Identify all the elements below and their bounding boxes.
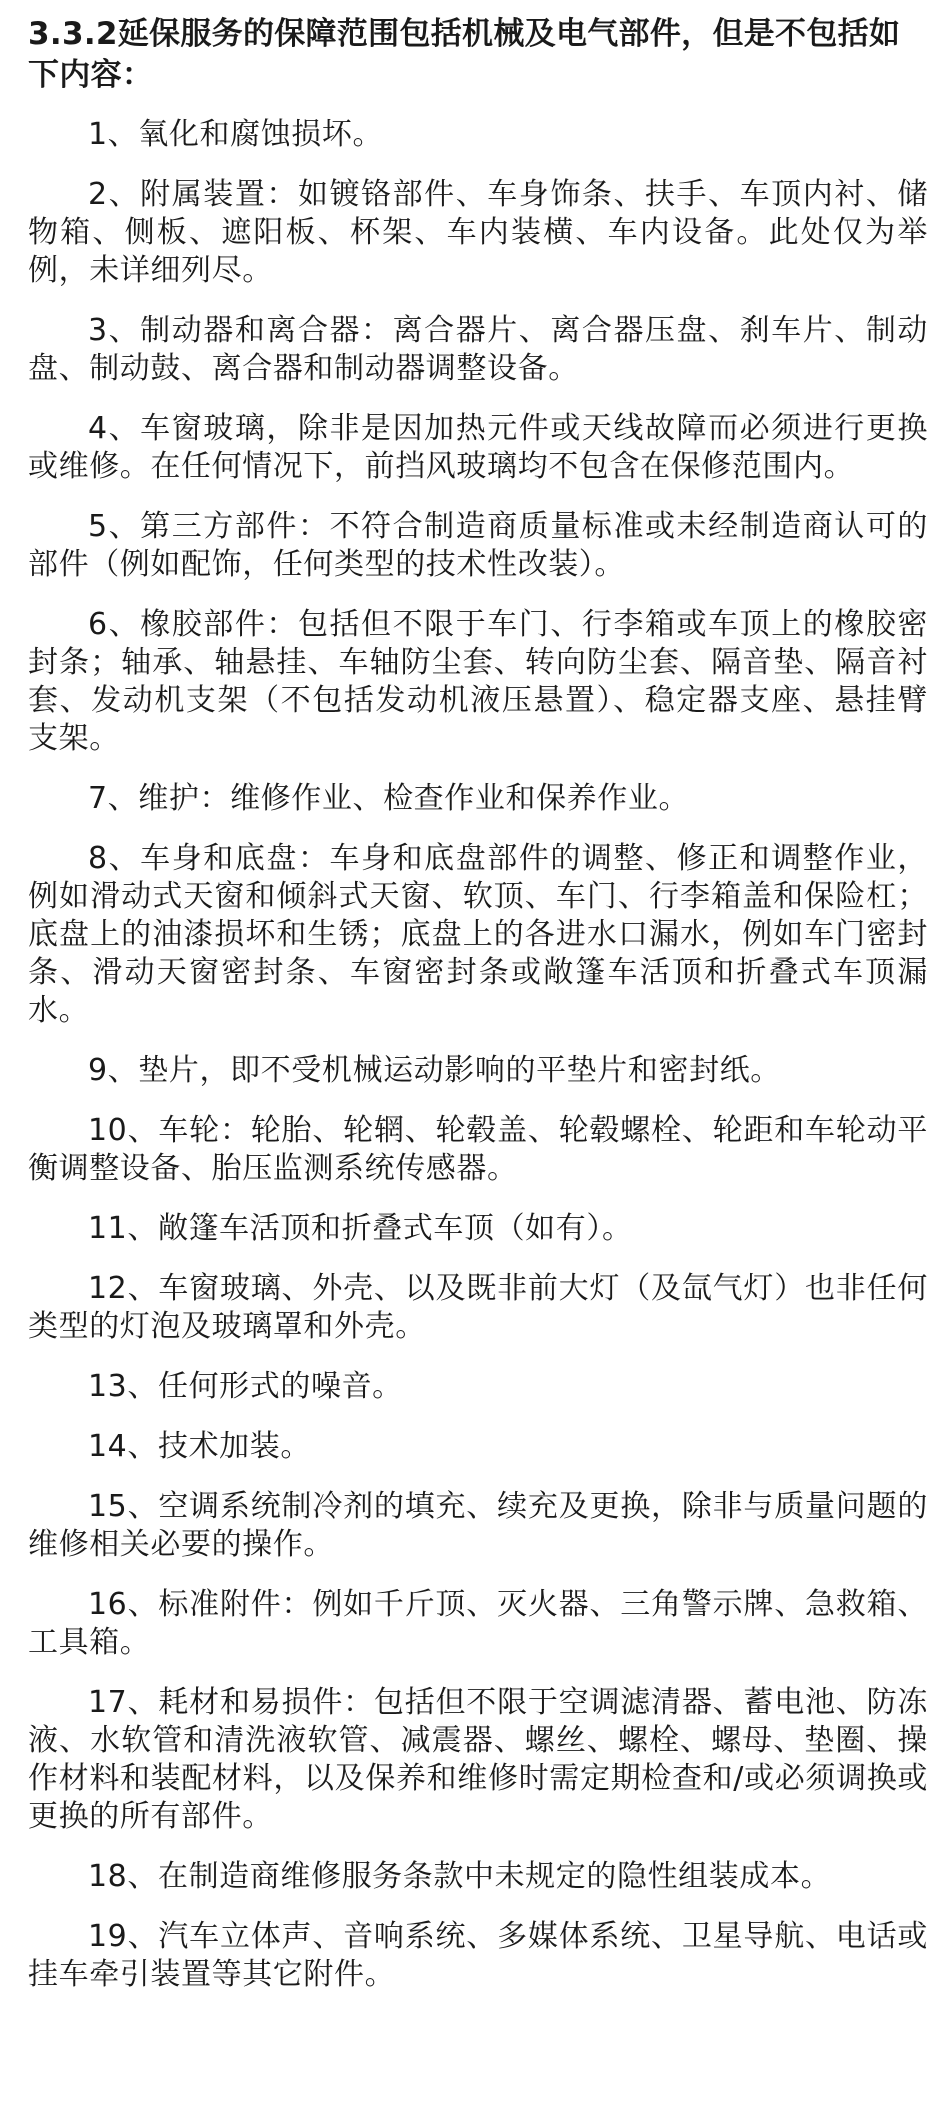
exclusion-item-17: 17、耗材和易损件：包括但不限于空调滤清器、蓄电池、防冻液、水软管和清洗液软管、减震器、螺丝、螺栓、螺母、垫圈、操作材料和装配材料，以及保养和维修时需定期检查和/或必须调换或更换的所有部件。: [28, 1685, 928, 1834]
exclusion-item-8: 8、车身和底盘：车身和底盘部件的调整、修正和调整作业，例如滑动式天窗和倾斜式天窗、软顶、车门、行李箱盖和保险杠；底盘上的油漆损坏和生锈；底盘上的各进水口漏水，例如车门密封条、滑动天窗密封条、车窗密封条或敞篷车活顶和折叠式车顶漏水。: [28, 841, 928, 1028]
exclusion-item-11: 11、敞篷车活顶和折叠式车顶（如有）。: [88, 1211, 633, 1246]
exclusion-item-18: 18、在制造商维修服务条款中未规定的隐性组装成本。: [88, 1859, 832, 1894]
exclusion-item-19: 19、汽车立体声、音响系统、多媒体系统、卫星导航、电话或挂车牵引装置等其它附件。: [28, 1919, 928, 1992]
exclusion-item-15: 15、空调系统制冷剂的填充、续充及更换，除非与质量问题的维修相关必要的操作。: [28, 1489, 928, 1562]
exclusion-item-16: 16、标准附件：例如千斤顶、灭火器、三角警示牌、急救箱、工具箱。: [28, 1587, 928, 1660]
section-heading: 3.3.2延保服务的保障范围包括机械及电气部件，但是不包括如下内容：: [28, 16, 901, 93]
exclusion-item-7: 7、维护：维修作业、检查作业和保养作业。: [88, 781, 690, 816]
exclusion-item-1: 1、氧化和腐蚀损坏。: [88, 117, 384, 152]
exclusion-item-9: 9、垫片，即不受机械运动影响的平垫片和密封纸。: [88, 1053, 781, 1088]
exclusion-item-2: 2、附属装置：如镀铬部件、车身饰条、扶手、车顶内衬、储物箱、侧板、遮阳板、杯架、车内装横、车内设备。此处仅为举例，未详细列尽。: [28, 177, 928, 288]
exclusion-item-3: 3、制动器和离合器：离合器片、离合器压盘、刹车片、制动盘、制动鼓、离合器和制动器调整设备。: [28, 313, 928, 386]
exclusion-item-4: 4、车窗玻璃，除非是因加热元件或天线故障而必须进行更换或维修。在任何情况下，前挡风玻璃均不包含在保修范围内。: [28, 411, 928, 484]
exclusion-item-6: 6、橡胶部件：包括但不限于车门、行李箱或车顶上的橡胶密封条；轴承、轴悬挂、车轴防尘套、转向防尘套、隔音垫、隔音衬套、发动机支架（不包括发动机液压悬置）、稳定器支座、悬挂臂支架。: [28, 607, 928, 756]
exclusion-item-5: 5、第三方部件：不符合制造商质量标准或未经制造商认可的部件（例如配饰，任何类型的技术性改装）。: [28, 509, 928, 582]
exclusion-item-13: 13、任何形式的噪音。: [88, 1369, 403, 1404]
exclusion-item-14: 14、技术加装。: [88, 1429, 311, 1464]
exclusion-item-12: 12、车窗玻璃、外壳、以及既非前大灯（及氙气灯）也非任何类型的灯泡及玻璃罩和外壳。: [28, 1271, 928, 1344]
exclusion-item-10: 10、车轮：轮胎、轮辋、轮毂盖、轮毂螺栓、轮距和车轮动平衡调整设备、胎压监测系统传感器。: [28, 1113, 928, 1186]
